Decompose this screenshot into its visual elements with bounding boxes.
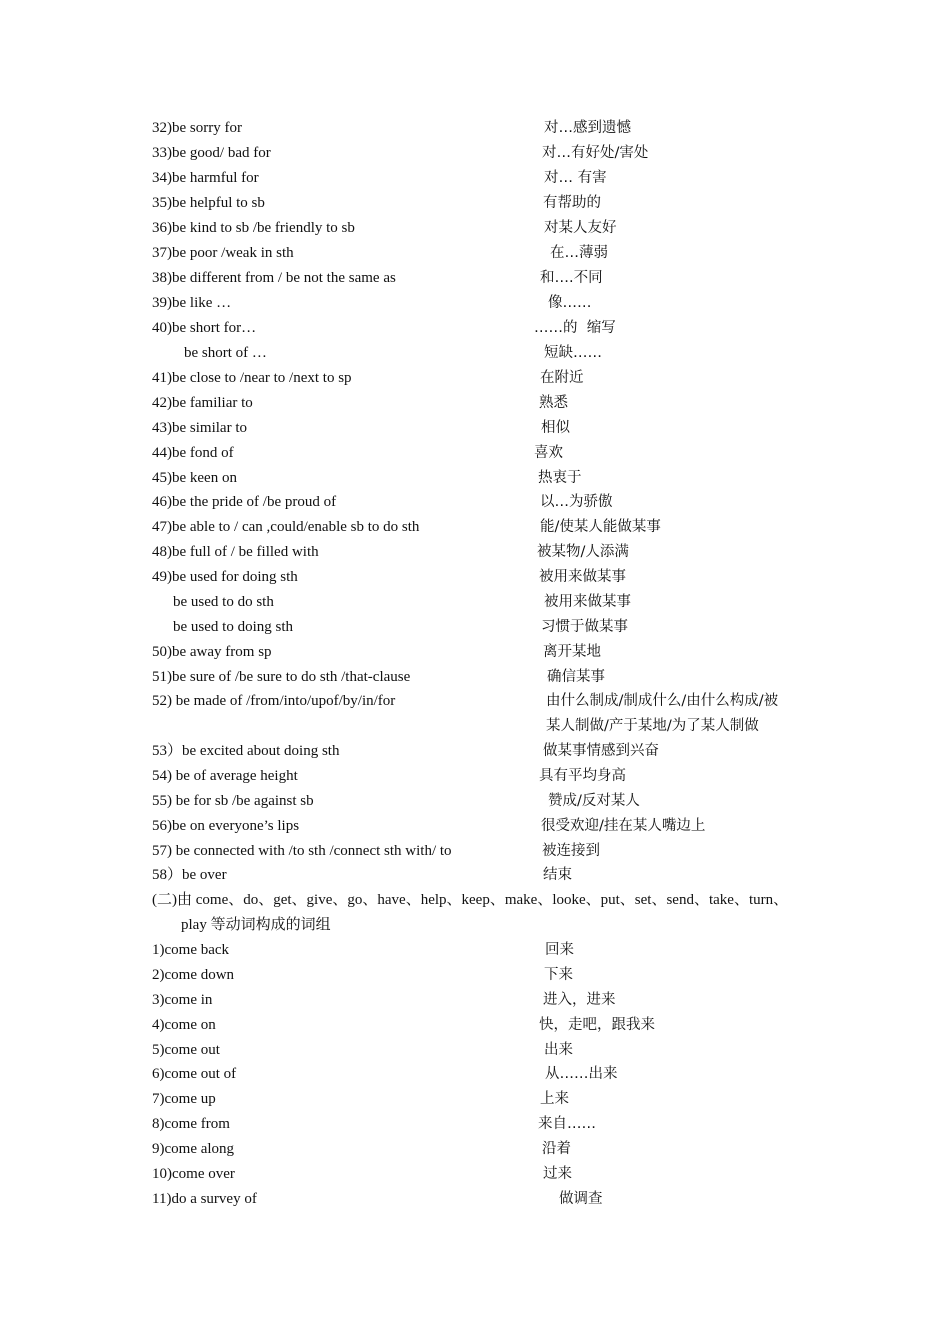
phrase-english: 44)be fond of [152, 445, 234, 461]
phrase-chinese: 和….不同 [540, 270, 603, 286]
phrase-english: 5)come out [152, 1042, 220, 1058]
phrase-english: be used to doing sth [173, 619, 293, 635]
list-item [152, 466, 832, 491]
phrase-chinese: 由什么制成/制成什么/由什么构成/被 [546, 693, 779, 709]
phrase-english: 10)come over [152, 1166, 235, 1182]
phrase-english: 51)be sure of /be sure to do sth /that-clause [152, 669, 411, 685]
list-item [152, 490, 832, 515]
phrase-english: 34)be harmful for [152, 170, 259, 186]
phrase-chinese: 被用来做某事 [544, 594, 631, 610]
phrase-chinese: 熟悉 [539, 395, 568, 411]
phrase-english: 57) be connected with /to sth /connect sth with/ to [152, 843, 452, 859]
phrase-english: 4)come on [152, 1017, 216, 1033]
phrase-chinese: 以…为骄傲 [540, 494, 613, 510]
list-item [152, 1087, 832, 1112]
phrase-chinese: 在…薄弱 [550, 245, 608, 261]
list-item [152, 814, 832, 839]
phrase-chinese: 习惯于做某事 [541, 619, 628, 635]
phrase-english: be used to do sth [173, 594, 274, 610]
phrase-english: 9)come along [152, 1141, 235, 1157]
list-item [152, 863, 832, 888]
phrase-english: 58）be over [152, 867, 227, 883]
list-item [152, 1162, 832, 1187]
list-item [152, 689, 832, 714]
phrase-chinese: 离开某地 [543, 644, 601, 660]
phrase-english: 2)come down [152, 967, 235, 983]
list-item [152, 266, 832, 291]
phrase-chinese: 某人制做/产于某地/为了某人制做 [546, 718, 759, 734]
list-item [152, 191, 832, 216]
list-item [152, 366, 832, 391]
phrase-english: 48)be full of / be filled with [152, 544, 319, 560]
phrase-chinese: 来自…… [538, 1116, 596, 1132]
section-heading [152, 888, 832, 913]
list-item [152, 515, 832, 540]
phrase-chinese: 热衷于 [538, 470, 582, 486]
phrase-chinese: 对… 有害 [544, 170, 607, 186]
phrase-english: 6)come out of [152, 1066, 237, 1082]
phrase-chinese: 被某物/人添满 [537, 544, 629, 560]
phrase-chinese: 对…感到遗憾 [544, 120, 631, 136]
phrase-chinese: 被用来做某事 [539, 569, 626, 585]
list-item [152, 615, 832, 640]
phrase-english: 52) be made of /from/into/upof/by/in/for [152, 693, 396, 709]
list-item [152, 1112, 832, 1137]
phrase-chinese: 从……出来 [545, 1066, 618, 1082]
phrase-english: 38)be different from / be not the same as [152, 270, 396, 286]
list-item [152, 963, 832, 988]
phrase-english: 35)be helpful to sb [152, 195, 265, 211]
list-item [152, 391, 832, 416]
phrase-chinese: 赞成/反对某人 [548, 793, 640, 809]
list-item [152, 241, 832, 266]
list-item [152, 291, 832, 316]
phrase-english: 1)come back [152, 942, 230, 958]
list-item [152, 341, 832, 366]
phrase-chinese: 对…有好处/害处 [542, 145, 649, 161]
list-item [152, 416, 832, 441]
phrase-chinese: ……的 缩写 [534, 320, 616, 336]
phrase-chinese: 做某事情感到兴奋 [543, 743, 659, 759]
phrase-english: 11)do a survey of [152, 1191, 257, 1207]
phrase-chinese: 有帮助的 [543, 195, 601, 211]
list-item [152, 540, 832, 565]
list-item [152, 1062, 832, 1087]
list-item [152, 590, 832, 615]
phrase-english: 49)be used for doing sth [152, 569, 298, 585]
phrase-english: be short of … [184, 345, 267, 361]
list-item [152, 1187, 832, 1212]
phrase-english: 54) be of average height [152, 768, 298, 784]
list-item [152, 640, 832, 665]
phrase-chinese: 回来 [545, 942, 574, 958]
phrase-chinese: 相似 [541, 420, 570, 436]
list-item [152, 665, 832, 690]
phrase-chinese: 进入，进来 [543, 992, 616, 1008]
phrase-chinese: 结束 [543, 867, 572, 883]
phrase-english: 46)be the pride of /be proud of [152, 494, 337, 510]
phrase-english: 41)be close to /near to /next to sp [152, 370, 352, 386]
phrase-english: 50)be away from sp [152, 644, 272, 660]
list-item [152, 1137, 832, 1162]
phrase-chinese: 下来 [544, 967, 573, 983]
phrase-chinese: 对某人友好 [544, 220, 617, 236]
list-item [152, 316, 832, 341]
list-item [152, 1038, 832, 1063]
list-item [152, 216, 832, 241]
phrase-english: 47)be able to / can ,could/enable sb to do sth [152, 519, 420, 535]
phrase-english: 36)be kind to sb /be friendly to sb [152, 220, 355, 236]
list-item [152, 166, 832, 191]
list-item [152, 739, 832, 764]
phrase-chinese: 像…… [548, 295, 592, 311]
phrase-english: 55) be for sb /be against sb [152, 793, 314, 809]
list-item [152, 938, 832, 963]
phrase-english: 53）be excited about doing sth [152, 743, 340, 759]
phrase-english: 56)be on everyone’s lips [152, 818, 300, 834]
phrase-chinese: 快，走吧，跟我来 [539, 1017, 655, 1033]
phrase-english: 37)be poor /weak in sth [152, 245, 294, 261]
list-item [152, 1013, 832, 1038]
phrase-chinese: 做调查 [559, 1191, 603, 1207]
phrase-chinese: 具有平均身高 [539, 768, 626, 784]
phrase-chinese: 很受欢迎/挂在某人嘴边上 [541, 818, 706, 834]
list-item [152, 988, 832, 1013]
list-item [152, 714, 832, 739]
list-item [152, 839, 832, 864]
phrase-chinese: 过来 [543, 1166, 572, 1182]
section-heading-continued [152, 913, 832, 938]
phrase-chinese: 确信某事 [547, 669, 605, 685]
list-item [152, 764, 832, 789]
phrase-chinese: 沿着 [542, 1141, 571, 1157]
phrase-english: 40)be short for… [152, 320, 257, 336]
list-item [152, 441, 832, 466]
list-item [152, 116, 832, 141]
phrase-english: 33)be good/ bad for [152, 145, 271, 161]
phrase-chinese: 在附近 [540, 370, 584, 386]
list-item [152, 565, 832, 590]
phrase-english: 7)come up [152, 1091, 216, 1107]
phrase-english: 8)come from [152, 1116, 230, 1132]
phrase-chinese: 被连接到 [542, 843, 600, 859]
section-heading-line-2: play 等动词构成的词组 [181, 917, 331, 933]
phrase-chinese: 短缺…… [544, 345, 602, 361]
phrase-chinese: 喜欢 [534, 445, 563, 461]
list-item [152, 141, 832, 166]
phrase-english: 32)be sorry for [152, 120, 242, 136]
phrase-english: 39)be like … [152, 295, 232, 311]
section-heading-line-1: (二)由 come、do、get、give、go、have、help、keep、make、looke、put、set、send、take、turn、 [152, 892, 789, 908]
phrase-english: 42)be familiar to [152, 395, 253, 411]
list-item [152, 789, 832, 814]
phrase-chinese: 出来 [544, 1042, 573, 1058]
phrase-chinese: 能/使某人能做某事 [540, 519, 661, 535]
phrase-english: 3)come in [152, 992, 213, 1008]
phrase-chinese: 上来 [540, 1091, 569, 1107]
phrase-english: 43)be similar to [152, 420, 247, 436]
phrase-english: 45)be keen on [152, 470, 237, 486]
